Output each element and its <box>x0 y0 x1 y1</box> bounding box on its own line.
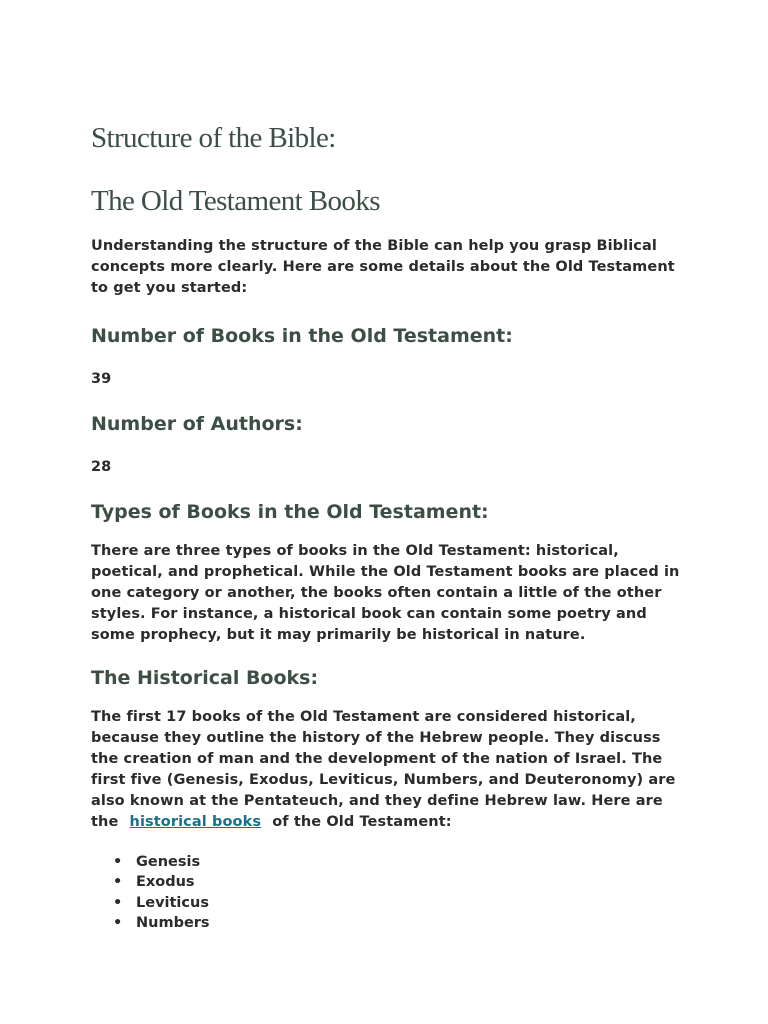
list-item <box>91 872 691 892</box>
historical-books-text-after-link: of the Old Testament: <box>272 814 452 830</box>
list-item <box>91 913 691 933</box>
list-item <box>91 893 691 913</box>
intro-paragraph: Understanding the structure of the Bible can help you grasp Biblical concepts more clearly. Here are some details about the Old Testament to get you started: <box>91 238 675 296</box>
historical-books-link[interactable]: historical books <box>129 814 262 830</box>
document-content <box>91 122 691 933</box>
bullet-icon: • <box>113 894 123 911</box>
section-heading-number-of-books: Number of Books in the Old Testament: <box>91 325 513 347</box>
bullet-icon: • <box>113 914 123 931</box>
bullet-icon: • <box>113 854 123 870</box>
document-subtitle: The Old Testament Books <box>91 185 380 217</box>
list-item-label: Genesis <box>136 854 201 870</box>
section-heading-types-of-books: Types of Books in the Old Testament: <box>91 501 489 523</box>
list-item <box>91 852 691 872</box>
list-item-label: Numbers <box>136 914 210 931</box>
section-heading-number-of-authors: Number of Authors: <box>91 413 303 435</box>
number-of-authors-value: 28 <box>91 459 112 475</box>
number-of-books-value: 39 <box>91 371 112 387</box>
document-title: Structure of the Bible: <box>91 122 336 154</box>
types-of-books-paragraph: There are three types of books in the Old Testament: historical, poetical, and prophetical. While the Old Testament books are placed in one category or another, the books often contain a little of the other styles. For instance, a historical book can contain some poetry and some prophecy, but it may primarily be historical in nature. <box>91 543 680 643</box>
historical-books-text-before-link: The first 17 books of the Old Testament are considered historical, because they outline the history of the Hebrew people. They discuss the creation of man and the development of the nation of Israel. The first five (Genesis, Exodus, Leviticus, Numbers, and Deuteronomy) are also known at the Pentateuch, and they define Hebrew law. Here are the <box>91 709 676 830</box>
historical-books-list <box>91 852 691 933</box>
historical-books-paragraph <box>91 707 691 833</box>
list-item-label: Leviticus <box>136 894 209 911</box>
bullet-icon: • <box>113 874 123 891</box>
list-item-label: Exodus <box>136 874 195 891</box>
section-heading-historical-books: The Historical Books: <box>91 667 319 689</box>
